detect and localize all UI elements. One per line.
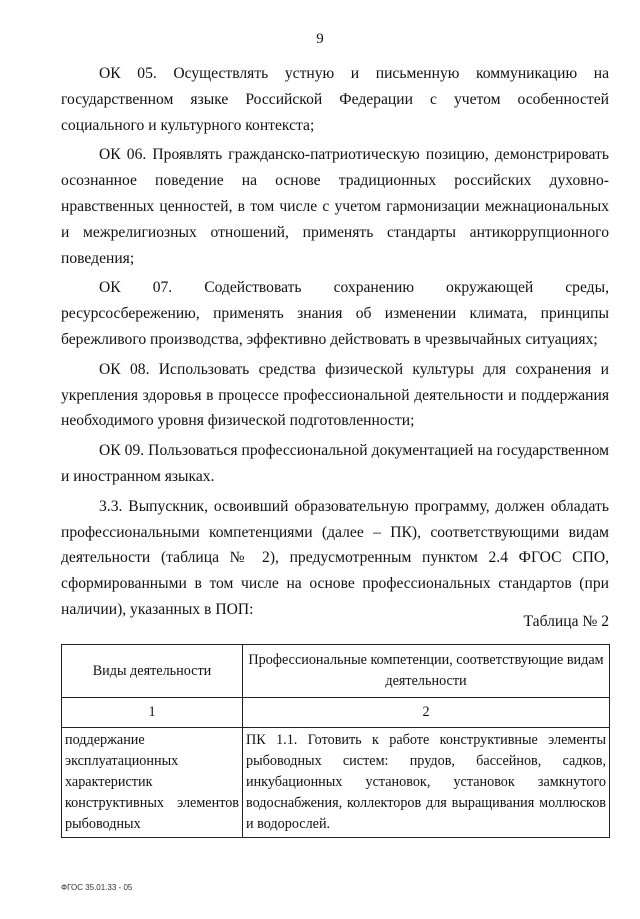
header-activities: Виды деятельности [62, 645, 243, 698]
column-number-2: 2 [243, 698, 610, 728]
header-competencies: Профессиональные компетенции, соответствующие видам деятельности [243, 645, 610, 698]
paragraph-ok09: ОК 09. Пользоваться профессиональной документацией на государственном и иностранном языках. [61, 442, 609, 485]
competence-cell: ПК 1.1. Готовить к работе конструктивные элементы рыбоводных систем: прудов, бассейнов, садков, инкубационных установок, установок замкнутого водоснабжения, коллекторов для выращивания моллюсков и водорослей. [243, 728, 610, 838]
column-number-1: 1 [62, 698, 243, 728]
table-header-row [62, 645, 610, 698]
table-row [62, 728, 610, 838]
page-number: 9 [316, 31, 324, 47]
table-number-row [62, 698, 610, 728]
table-caption: Таблица № 2 [523, 613, 609, 630]
paragraph-3-3: 3.3. Выпускник, освоивший образовательную программу, должен обладать профессиональными компетенциями (далее – ПК), соответствующими видам деятельности (таблица № 2), предусмотренным пунктом 2.4 ФГОС СПО, сформированными в том числе на основе профессиональных стандартов (при наличии), указанных в ПОП: [61, 497, 609, 618]
paragraph-ok08: ОК 08. Использовать средства физической культуры для сохранения и укрепления здоровья в процессе профессиональной деятельности и поддержания необходимого уровня физической подготовленности; [61, 360, 609, 430]
footer-code: ФГОС 35.01.33 - 05 [61, 883, 133, 892]
body-text [61, 61, 609, 627]
competencies-table [61, 644, 610, 838]
paragraph-ok06: ОК 06. Проявлять гражданско-патриотическую позицию, демонстрировать осознанное поведение на основе традиционных российских духовно-нравственных ценностей, в том числе с учетом гармонизации межнациональных и межрелигиозных отношений, применять стандарты антикоррупционного поведения; [61, 146, 609, 267]
paragraph-ok05: ОК 05. Осуществлять устную и письменную коммуникацию на государственном языке Российской Федерации с учетом особенностей социального и культурного контекста; [61, 65, 609, 134]
paragraph-ok07: ОК 07. Содействовать сохранению окружающей среды, ресурсосбережению, применять знания об изменении климата, принципы бережливого производства, эффективно действовать в чрезвычайных ситуациях; [61, 279, 609, 348]
activity-cell: поддержание эксплуатационных характеристик конструктивных элементов рыбоводных [62, 728, 243, 838]
